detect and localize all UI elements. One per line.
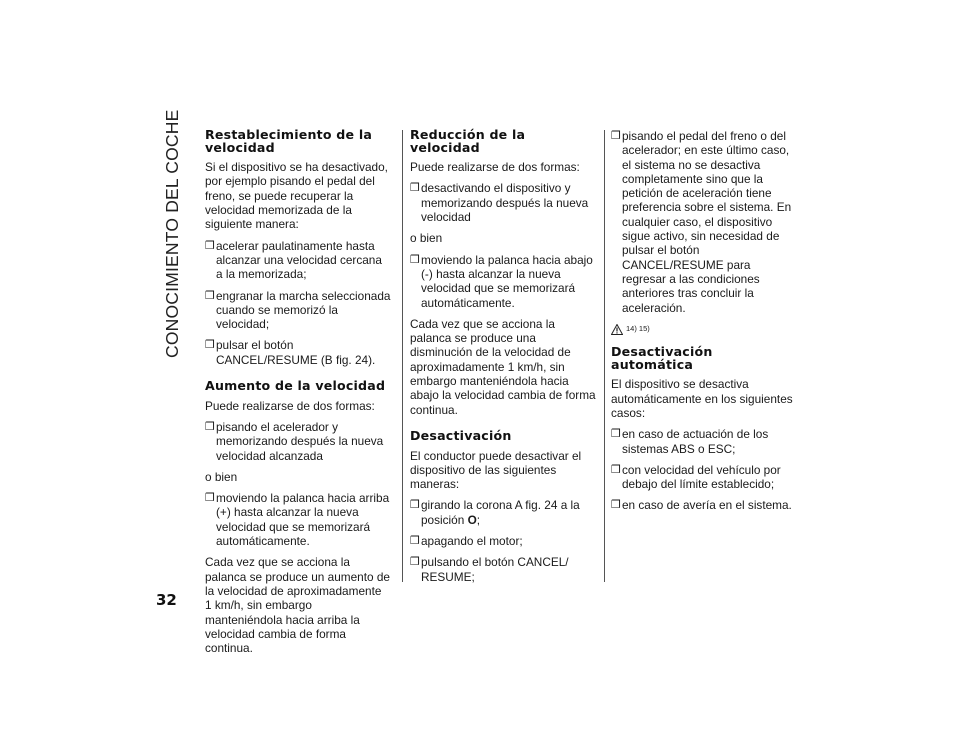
checkbox-bullet-icon: ❒ — [205, 420, 215, 433]
paragraph: El dispositivo se desactiva automáticamente en los siguientes casos: — [611, 377, 793, 420]
list-item: ❒ pulsando el botón CANCEL/ RESUME; — [410, 555, 569, 584]
list-item: ❒ girando la corona A fig. 24 a la posición O; — [410, 498, 580, 527]
bullet-list — [205, 420, 391, 463]
checkbox-bullet-icon: ❒ — [611, 130, 621, 142]
bullet-list — [410, 181, 596, 224]
side-section-title: CONOCIMIENTO DEL COCHE — [162, 109, 182, 358]
list-item: ❒ apagando el motor; — [410, 534, 523, 549]
checkbox-bullet-icon: ❒ — [205, 239, 215, 252]
warning-triangle-icon — [611, 324, 623, 335]
list-item: ❒ pisando el acelerador y memorizando después la nueva velocidad alcanzada — [205, 419, 384, 463]
list-item: ❒ moviendo la palanca hacia abajo (-) hasta alcanzar la nueva velocidad que se memorizará automáticamente. — [410, 252, 593, 310]
heading-desactivacion: Desactivación — [410, 427, 512, 443]
heading-reduccion: Reducción de la velocidad — [410, 127, 526, 155]
list-item: ❒ en caso de actuación de los sistemas ABS o ESC; — [611, 427, 769, 456]
checkbox-bullet-icon: ❒ — [205, 492, 215, 505]
paragraph: Si el dispositivo se ha desactivado, por ejemplo pisando el pedal del freno, se puede recuperar la velocidad memorizada de la siguiente manera: — [205, 160, 388, 232]
checkbox-bullet-icon: ❒ — [410, 556, 420, 569]
heading-restablecimiento: Restablecimiento de la velocidad — [205, 127, 373, 155]
heading-aumento: Aumento de la velocidad — [205, 378, 386, 394]
list-item: ❒ en caso de avería en el sistema. — [611, 498, 792, 513]
list-item: ❒ pulsar el botón CANCEL/RESUME (B fig. 24). — [205, 338, 376, 367]
paragraph: El conductor puede desactivar el dispositivo de las siguientes maneras: — [410, 448, 582, 492]
page-number: 32 — [156, 591, 177, 609]
column-divider — [604, 130, 605, 582]
column-3 — [611, 129, 797, 520]
checkbox-bullet-icon: ❒ — [611, 499, 621, 512]
checkbox-bullet-icon: ❒ — [205, 339, 215, 352]
bullet-list — [611, 427, 797, 512]
column-1 — [205, 129, 391, 662]
bullet-list — [410, 253, 596, 310]
list-item: ❒ engranar la marcha seleccionada cuando se memorizó la velocidad; — [205, 288, 391, 332]
column-divider — [402, 130, 403, 582]
bullet-list — [410, 498, 596, 583]
bullet-list — [611, 129, 797, 315]
warning-refs: 14) 15) — [626, 323, 650, 333]
checkbox-bullet-icon: ❒ — [205, 289, 215, 302]
list-item: ❒ pisando el pedal del freno o del acelerador; en este último caso, el sistema no se desactiva completamente sino que la petición de aceleración tiene preferencia sobre el sistema. En cualquier caso, el dispositivo sigue activo, sin necesidad de pulsar el botón CANCEL/RESUME para regresar a las condiciones anteriores tras concluir la aceleración. — [611, 129, 792, 315]
bullet-list — [205, 239, 391, 367]
checkbox-bullet-icon: ❒ — [410, 253, 420, 266]
paragraph: Puede realizarse de dos formas: — [205, 398, 375, 413]
checkbox-bullet-icon: ❒ — [611, 463, 621, 476]
paragraph: Cada vez que se acciona la palanca se produce una disminución de la velocidad de aproximadamente 1 km/h, sin embargo manteniéndola hacia abajo la velocidad cambia de forma continua. — [410, 316, 596, 417]
list-item: ❒ con velocidad del vehículo por debajo del límite establecido; — [611, 462, 781, 492]
checkbox-bullet-icon: ❒ — [410, 535, 420, 548]
checkbox-bullet-icon: ❒ — [410, 182, 420, 195]
paragraph-or: o bien — [205, 469, 238, 484]
paragraph: Puede realizarse de dos formas: — [410, 160, 580, 175]
list-item: ❒ moviendo la palanca hacia arriba (+) hasta alcanzar la nueva velocidad que se memorizará automáticamente. — [205, 491, 390, 549]
paragraph: Cada vez que se acciona la palanca se produce un aumento de la velocidad de aproximadamente 1 km/h, sin embargo manteniéndola hacia arriba la velocidad cambia de forma continua. — [205, 555, 390, 656]
checkbox-bullet-icon: ❒ — [611, 428, 621, 441]
bullet-list — [205, 491, 391, 548]
warning-reference — [611, 322, 797, 336]
list-item: ❒ desactivando el dispositivo y memorizando después la nueva velocidad — [410, 181, 589, 225]
paragraph-or: o bien — [410, 231, 443, 246]
checkbox-bullet-icon: ❒ — [410, 499, 420, 512]
column-2 — [410, 129, 596, 591]
heading-desactivacion-automatica: Desactivación automática — [611, 344, 713, 372]
list-item: ❒ acelerar paulatinamente hasta alcanzar una velocidad cercana a la memorizada; — [205, 238, 382, 282]
